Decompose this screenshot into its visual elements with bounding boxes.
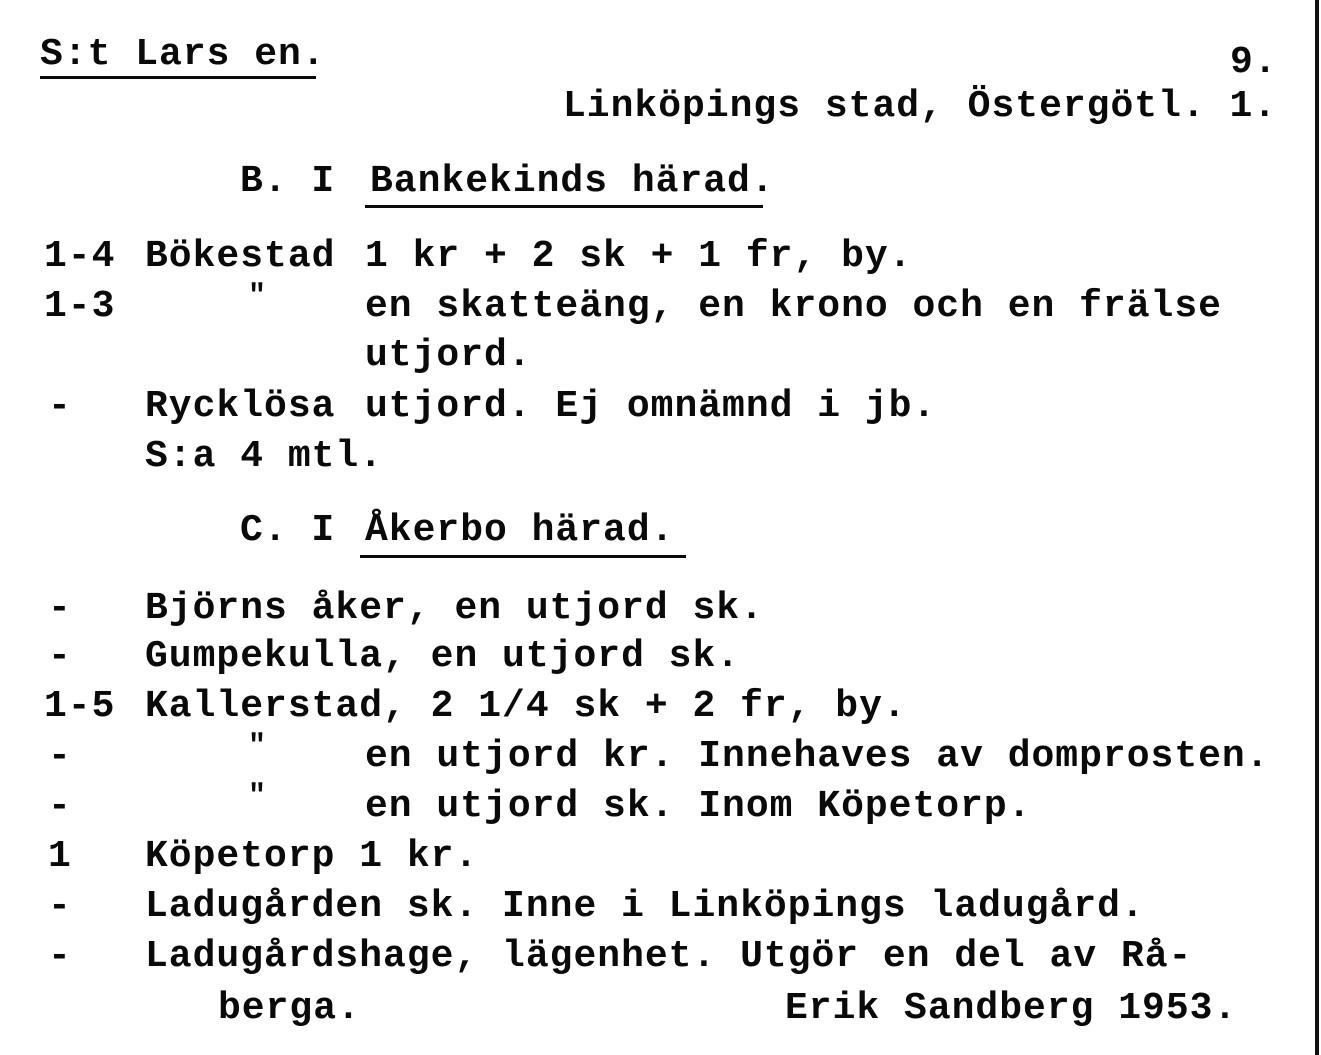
section-c-underline — [360, 555, 686, 558]
ditto-mark: " — [248, 780, 268, 814]
entry-num: - — [48, 385, 72, 428]
entry-num: - — [48, 785, 72, 828]
entry-num: 1-5 — [44, 685, 116, 728]
entry-num: 1-3 — [44, 285, 116, 328]
entry-num: - — [48, 885, 72, 928]
page-number: 9. — [1230, 41, 1278, 84]
entry-name: Gumpekulla, en utjord sk. — [145, 635, 741, 678]
entry-name: Björns åker, en utjord sk. — [145, 587, 764, 630]
entry-desc: 1 kr + 2 sk + 1 fr, by. — [365, 235, 913, 278]
section-b-underline — [365, 205, 763, 208]
entry-name: Köpetorp 1 kr. — [145, 835, 479, 878]
entry-num: - — [48, 635, 72, 678]
entry-desc: en skatteäng, en krono och en frälse — [365, 285, 1222, 328]
entry-num: 1 — [48, 835, 72, 878]
section-c-prefix: C. I — [240, 509, 336, 552]
section-b-title: Bankekinds härad. — [370, 160, 775, 203]
entry-desc-continuation: utjord. — [365, 334, 532, 377]
parish-title: S:t Lars en. — [40, 33, 326, 76]
section-b-prefix: B. I — [240, 160, 336, 203]
entry-num: - — [48, 587, 72, 630]
location-line: Linköpings stad, Östergötl. 1. — [563, 85, 1278, 128]
entry-desc: utjord. Ej omnämnd i jb. — [365, 385, 937, 428]
signature: Erik Sandberg 1953. — [785, 987, 1238, 1030]
ditto-mark: " — [248, 280, 268, 314]
entry-desc: en utjord sk. Inom Köpetorp. — [365, 785, 1032, 828]
entry-name: Ladugårdshage, lägenhet. Utgör en del av Rå- — [145, 935, 1193, 978]
entry-num: - — [48, 735, 72, 778]
parish-title-underline — [40, 76, 316, 79]
entry-num: - — [48, 935, 72, 978]
sum-line: S:a 4 mtl. — [145, 435, 384, 478]
entry-name: Ladugården sk. Inne i Linköpings ladugård. — [145, 885, 1145, 928]
card-edge — [1315, 0, 1319, 1055]
ditto-mark: " — [248, 730, 268, 764]
entry-name: Kallerstad, 2 1/4 sk + 2 fr, by. — [145, 685, 907, 728]
entry-num: 1-4 — [44, 235, 116, 278]
entry-desc: en utjord kr. Innehaves av domprosten. — [365, 735, 1270, 778]
section-c-title: Åkerbo härad. — [365, 509, 675, 552]
entry-name: Rycklösa — [145, 385, 336, 428]
entry-name-continuation: berga. — [218, 987, 361, 1030]
entry-name: Bökestad — [145, 235, 336, 278]
